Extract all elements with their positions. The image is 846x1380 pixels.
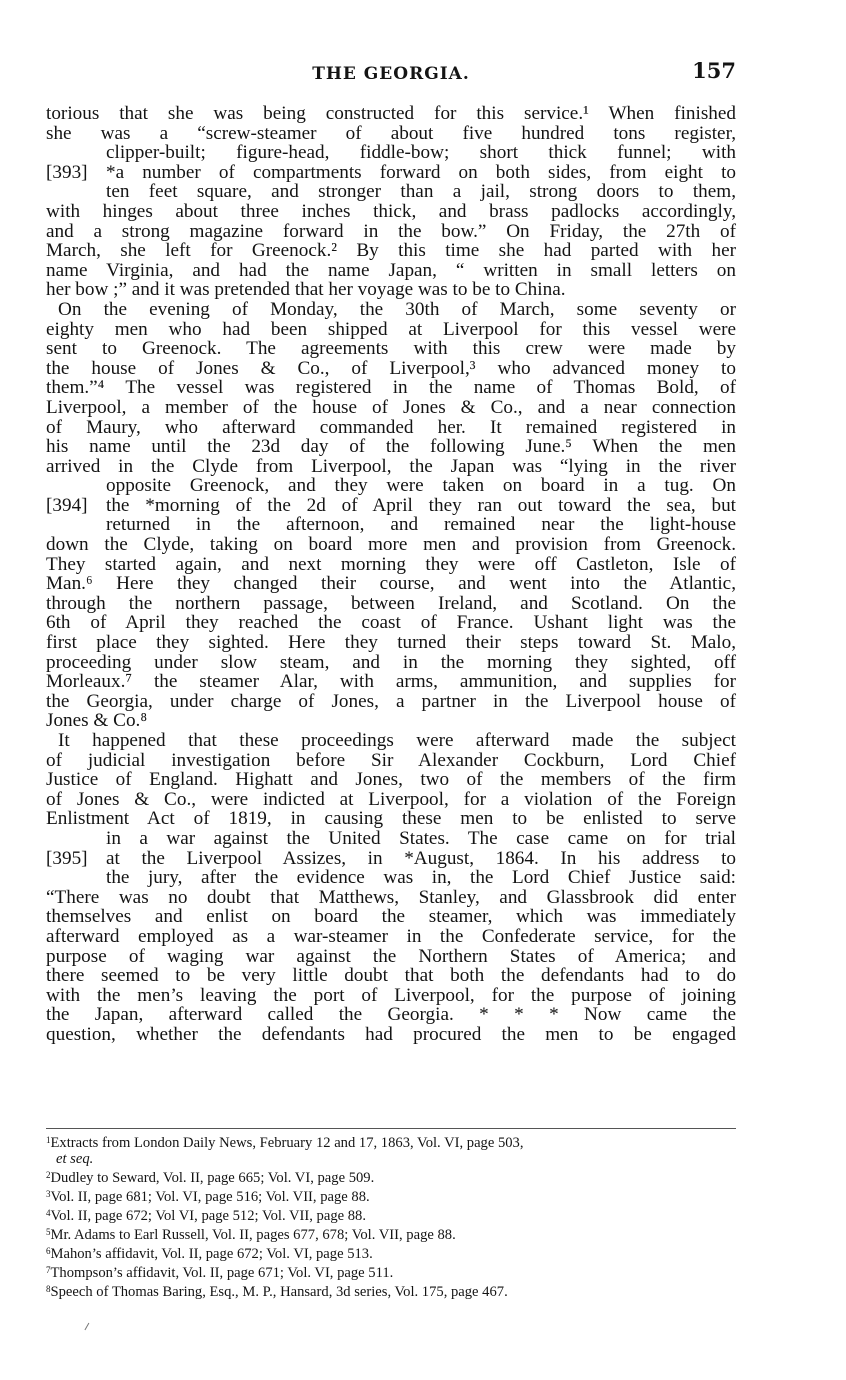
text-line [46, 222, 736, 242]
text-line [46, 829, 736, 849]
footnote-text: Speech of Thomas Baring, Esq., M. P., Hansard, 3d series, Vol. 175, page 467. [50, 1284, 508, 1300]
text-line [46, 633, 736, 653]
line-text: Jones & Co.⁸ [46, 710, 148, 732]
text-line [46, 163, 736, 183]
footnote [46, 1281, 736, 1300]
line-text: arrived in the Clyde from Liverpool, the Japan was “lying in the river [46, 455, 736, 477]
text-line [46, 1005, 736, 1025]
line-text: the *morning of the 2d of April they ran out toward the sea, but [106, 494, 736, 516]
line-text: of Jones & Co., were indicted at Liverpool, for a violation of the Foreign [46, 788, 736, 810]
text-line [46, 143, 736, 163]
footnote [46, 1243, 736, 1262]
footnote-text: Thompson’s affidavit, Vol. II, page 671; Vol. VI, page 511. [50, 1265, 394, 1281]
line-text: themselves and enlist on board the steamer, which was immediately [46, 906, 736, 928]
line-text: On the evening of Monday, the 30th of March, some seventy or [58, 298, 736, 320]
footnote [46, 1205, 736, 1224]
line-text: opposite Greenock, and they were taken on board in a tug. On [106, 475, 736, 497]
text-line [46, 574, 736, 594]
page-number: 157 [692, 58, 736, 83]
line-text: March, she left for Greenock.² By this time she had parted with her [46, 240, 736, 262]
text-line [46, 241, 736, 261]
line-text: the Japan, afterward called the Georgia. * * * Now came the [46, 1004, 736, 1026]
running-head: THE GEORGIA. [312, 64, 470, 84]
text-line [46, 849, 736, 869]
text-line [46, 300, 736, 320]
text-line [46, 124, 736, 144]
footnote [46, 1262, 736, 1281]
margin-page-ref: [395] [46, 847, 88, 869]
text-line [46, 515, 736, 535]
line-text: of judicial investigation before Sir Alexander Cockburn, Lord Chief [46, 749, 736, 771]
footnote-text: Vol. II, page 681; Vol. VI, page 516; Vol. VII, page 88. [50, 1189, 370, 1205]
text-line [46, 535, 736, 555]
footnote-continuation-text: et seq. [56, 1151, 94, 1167]
text-line [46, 1025, 736, 1045]
footnote-number: 2 [46, 1170, 51, 1180]
text-line [46, 613, 736, 633]
line-text: question, whether the defendants had procured the men to be engaged [46, 1023, 736, 1045]
text-line [46, 986, 736, 1006]
footnote-rule [46, 1128, 736, 1129]
footnote-continuation [46, 1151, 736, 1167]
text-line [46, 339, 736, 359]
footnote [46, 1132, 736, 1151]
footnote-text: Dudley to Seward, Vol. II, page 665; Vol. VI, page 509. [50, 1170, 375, 1186]
text-line [46, 927, 736, 947]
line-text: afterward employed as a war-steamer in the Confederate service, for the [46, 925, 736, 947]
footnote [46, 1167, 736, 1186]
line-text: They started again, and next morning they were off Castleton, Isle of [46, 553, 736, 575]
line-text: them.”⁴ The vessel was registered in the name of Thomas Bold, of [46, 377, 736, 399]
text-line [46, 809, 736, 829]
line-text: *a number of compartments forward on both sides, from eight to [106, 161, 736, 183]
line-text: It happened that these proceedings were afterward made the subject [58, 730, 736, 751]
text-line [46, 751, 736, 771]
line-text: “There was no doubt that Matthews, Stanley, and Glassbrook did enter [46, 886, 736, 908]
line-text: at the Liverpool Assizes, in *August, 1864. In his address to [106, 847, 736, 869]
footnote-number: 6 [46, 1246, 51, 1256]
text-line [46, 398, 736, 418]
text-line [46, 182, 736, 202]
line-text: with the men’s leaving the port of Liverpool, for the purpose of joining [46, 984, 736, 1006]
text-line [46, 104, 736, 124]
stray-mark [84, 1323, 94, 1333]
footnote-number: 1 [46, 1135, 51, 1145]
line-text: the jury, after the evidence was in, the Lord Chief Justice said: [106, 867, 736, 889]
line-text: and a strong magazine forward in the bow.” On Friday, the 27th of [46, 220, 736, 242]
line-text: sent to Greenock. The agreements with this crew were made by [46, 338, 736, 360]
page-header [46, 58, 736, 92]
line-text: eighty men who had been shipped at Liverpool for this vessel were [46, 318, 736, 340]
text-line [46, 888, 736, 908]
text-line [46, 496, 736, 516]
margin-page-ref: [394] [46, 494, 88, 516]
line-text: Enlistment Act of 1819, in causing these men to be enlisted to serve [46, 808, 736, 830]
text-line [46, 457, 736, 477]
line-text: name Virginia, and had the name Japan, “ written in small letters on [46, 259, 736, 281]
text-line [46, 790, 736, 810]
footnote-number: 3 [46, 1189, 51, 1199]
line-text: in a war against the United States. The case came on for trial [106, 827, 736, 849]
line-text: her bow ;” and it was pretended that her voyage was to be to China. [46, 279, 566, 301]
footnote-number: 4 [46, 1208, 51, 1218]
line-text: with hinges about three inches thick, and brass padlocks accordingly, [46, 200, 736, 222]
line-text: Liverpool, a member of the house of Jones & Co., and a near connection [46, 396, 736, 418]
footnote-number: 5 [46, 1227, 51, 1237]
line-text: returned in the afternoon, and remained near the light-house [106, 514, 736, 536]
footnote-number: 7 [46, 1265, 51, 1275]
margin-page-ref: [393] [46, 161, 88, 183]
line-text: first place they sighted. Here they turned their steps toward St. Malo, [46, 632, 736, 654]
footnote [46, 1186, 736, 1205]
line-text: Morleaux.⁷ the steamer Alar, with arms, ammunition, and supplies for [46, 671, 736, 693]
text-line [46, 378, 736, 398]
text-line [46, 692, 736, 712]
text-line [46, 672, 736, 692]
text-line [46, 418, 736, 438]
footnote-text: Vol. II, page 672; Vol VI, page 512; Vol. VII, page 88. [50, 1208, 367, 1224]
line-text: the Georgia, under charge of Jones, a partner in the Liverpool house of [46, 690, 736, 712]
text-line [46, 907, 736, 927]
text-line [46, 261, 736, 281]
line-text: purpose of waging war against the Northern States of America; and [46, 945, 736, 967]
footnote-text: Mr. Adams to Earl Russell, Vol. II, pages 677, 678; Vol. VII, page 88. [50, 1227, 456, 1243]
line-text: through the northern passage, between Ireland, and Scotland. On the [46, 592, 736, 614]
footnote-text: Extracts from London Daily News, February 12 and 17, 1863, Vol. VI, page 503, [50, 1135, 524, 1151]
text-line [46, 731, 736, 751]
line-text: ten feet square, and stronger than a jail, strong doors to them, [106, 181, 736, 203]
text-line [46, 476, 736, 496]
line-text: she was a “screw-steamer of about five hundred tons register, [46, 122, 736, 144]
line-text: his name until the 23d day of the following June.⁵ When the men [46, 436, 736, 458]
text-line [46, 555, 736, 575]
text-line [46, 947, 736, 967]
footnotes [46, 1132, 736, 1300]
body-text [46, 104, 736, 1045]
text-line [46, 770, 736, 790]
line-text: of Maury, who afterward commanded her. It remained registered in [46, 416, 736, 438]
text-line [46, 280, 736, 300]
line-text: there seemed to be very little doubt that both the defendants had to do [46, 965, 736, 987]
line-text: the house of Jones & Co., of Liverpool,³ who advanced money to [46, 357, 736, 379]
line-text: clipper-built; figure-head, fiddle-bow; short thick funnel; with [106, 142, 736, 164]
text-line [46, 437, 736, 457]
text-line [46, 359, 736, 379]
line-text: down the Clyde, taking on board more men and provision from Greenock. [46, 534, 736, 556]
text-line [46, 594, 736, 614]
text-line [46, 320, 736, 340]
line-text: torious that she was being constructed for this service.¹ When finished [46, 103, 736, 124]
line-text: proceeding under slow steam, and in the morning they sighted, off [46, 651, 736, 673]
text-line [46, 653, 736, 673]
text-line [46, 202, 736, 222]
line-text: 6th of April they reached the coast of France. Ushant light was the [46, 612, 736, 634]
text-line [46, 711, 736, 731]
text-line [46, 966, 736, 986]
line-text: Man.⁶ Here they changed their course, and went into the Atlantic, [46, 573, 736, 595]
footnote-text: Mahon’s affidavit, Vol. II, page 672; Vol. VI, page 513. [50, 1246, 373, 1262]
footnote-number: 8 [46, 1284, 51, 1294]
line-text: Justice of England. Highatt and Jones, two of the members of the firm [46, 769, 736, 791]
text-line [46, 868, 736, 888]
footnote [46, 1224, 736, 1243]
